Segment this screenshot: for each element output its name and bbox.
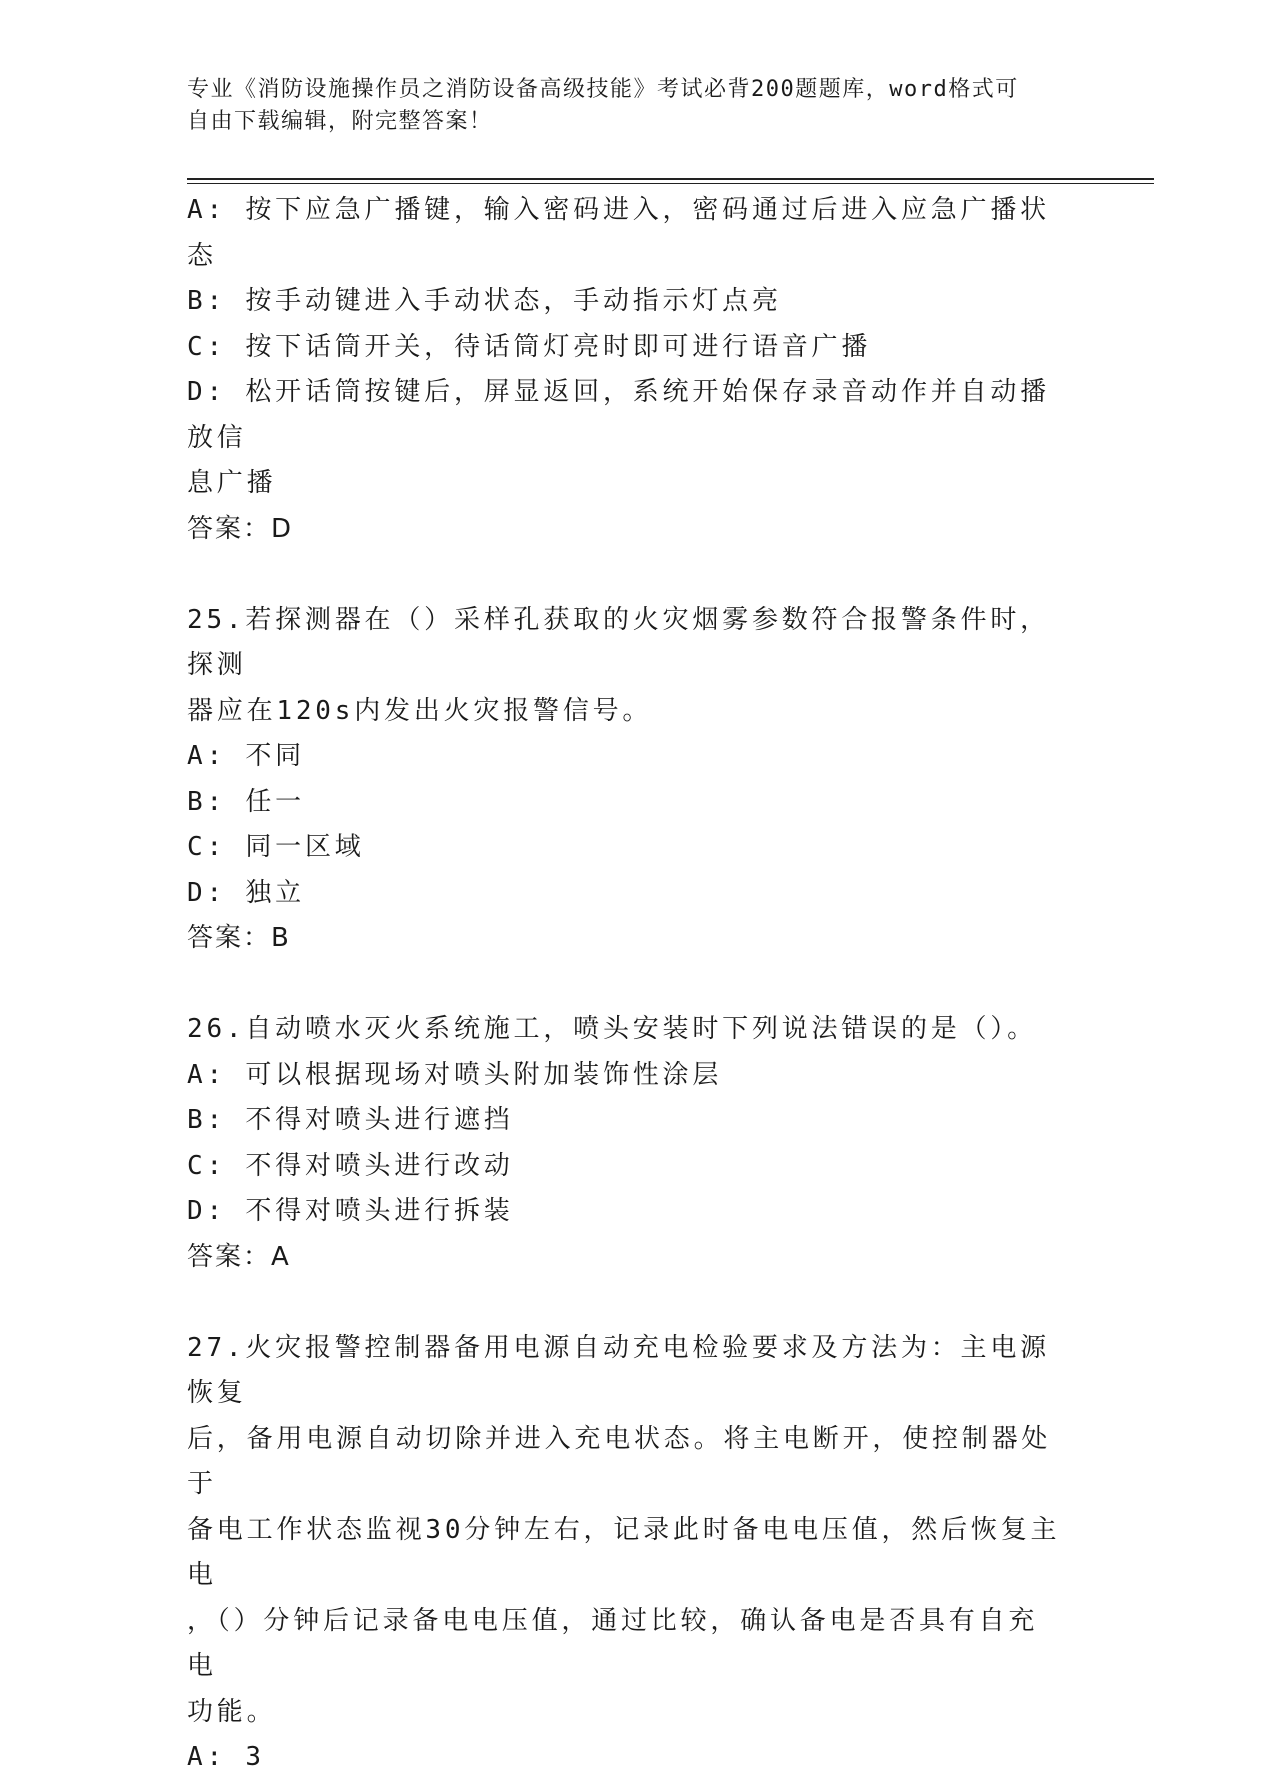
question-stem-continued: 功能。 bbox=[187, 1696, 277, 1727]
answer-label: 答案：B bbox=[187, 923, 291, 953]
question-24 bbox=[187, 188, 1067, 552]
header-title-line-1: 专业《消防设施操作员之消防设备高级技能》考试必背200题题库，word格式可 bbox=[187, 77, 1019, 102]
answer-label: 答案：A bbox=[187, 1241, 291, 1272]
option-b: B: 按手动键进入手动状态，手动指示灯点亮 bbox=[187, 286, 782, 316]
option-d: D: 松开话筒按键后，屏显返回，系统开始保存录音动作并自动播放信 bbox=[187, 377, 1050, 453]
header-divider-thick bbox=[187, 178, 1154, 180]
question-stem: 27.火灾报警控制器备用电源自动充电检验要求及方法为：主电源恢复 bbox=[187, 1332, 1050, 1408]
question-stem-continued: 器应在120s内发出火灾报警信号。 bbox=[187, 695, 653, 726]
option-a: A: 不同 bbox=[187, 741, 305, 771]
header-title-line-2: 自由下载编辑，附完整答案！ bbox=[187, 109, 493, 134]
option-a: A: 可以根据现场对喷头附加装饰性涂层 bbox=[187, 1059, 723, 1090]
option-d: D: 不得对喷头进行拆装 bbox=[187, 1196, 514, 1226]
question-26 bbox=[187, 1007, 1067, 1280]
option-d: D: 独立 bbox=[187, 877, 305, 908]
question-stem: 26.自动喷水灭火系统施工，喷头安装时下列说法错误的是（）。 bbox=[187, 1014, 1037, 1044]
question-stem-continued: ，（）分钟后记录备电电压值，通过比较，确认备电是否具有自充电 bbox=[187, 1605, 1039, 1681]
option-c: C: 按下话筒开关，待话筒灯亮时即可进行语音广播 bbox=[187, 331, 872, 362]
question-spacer bbox=[187, 552, 1067, 598]
question-stem: 25.若探测器在（）采样孔获取的火灾烟雾参数符合报警条件时，探测 bbox=[187, 604, 1050, 680]
option-a: A: 按下应急广播键，输入密码进入，密码通过后进入应急广播状态 bbox=[187, 195, 1050, 271]
option-a: A: 3 bbox=[187, 1742, 265, 1772]
header-divider-thin bbox=[187, 183, 1154, 184]
question-spacer bbox=[187, 962, 1067, 1008]
answer-label: 答案：D bbox=[187, 513, 294, 544]
option-c: C: 不得对喷头进行改动 bbox=[187, 1150, 514, 1181]
question-27 bbox=[187, 1326, 1067, 1781]
option-c: C: 同一区域 bbox=[187, 832, 365, 862]
document-header bbox=[187, 74, 1067, 138]
question-25 bbox=[187, 598, 1067, 962]
option-b: B: 不得对喷头进行遮挡 bbox=[187, 1105, 514, 1135]
question-stem-continued: 备电工作状态监视30分钟左右，记录此时备电电压值，然后恢复主电 bbox=[187, 1514, 1061, 1590]
option-d-continued: 息广播 bbox=[187, 468, 277, 498]
question-stem-continued: 后，备用电源自动切除并进入充电状态。将主电断开，使控制器处于 bbox=[187, 1423, 1052, 1499]
question-list bbox=[187, 188, 1067, 1781]
option-b: B: 任一 bbox=[187, 786, 305, 817]
question-spacer bbox=[187, 1280, 1067, 1326]
